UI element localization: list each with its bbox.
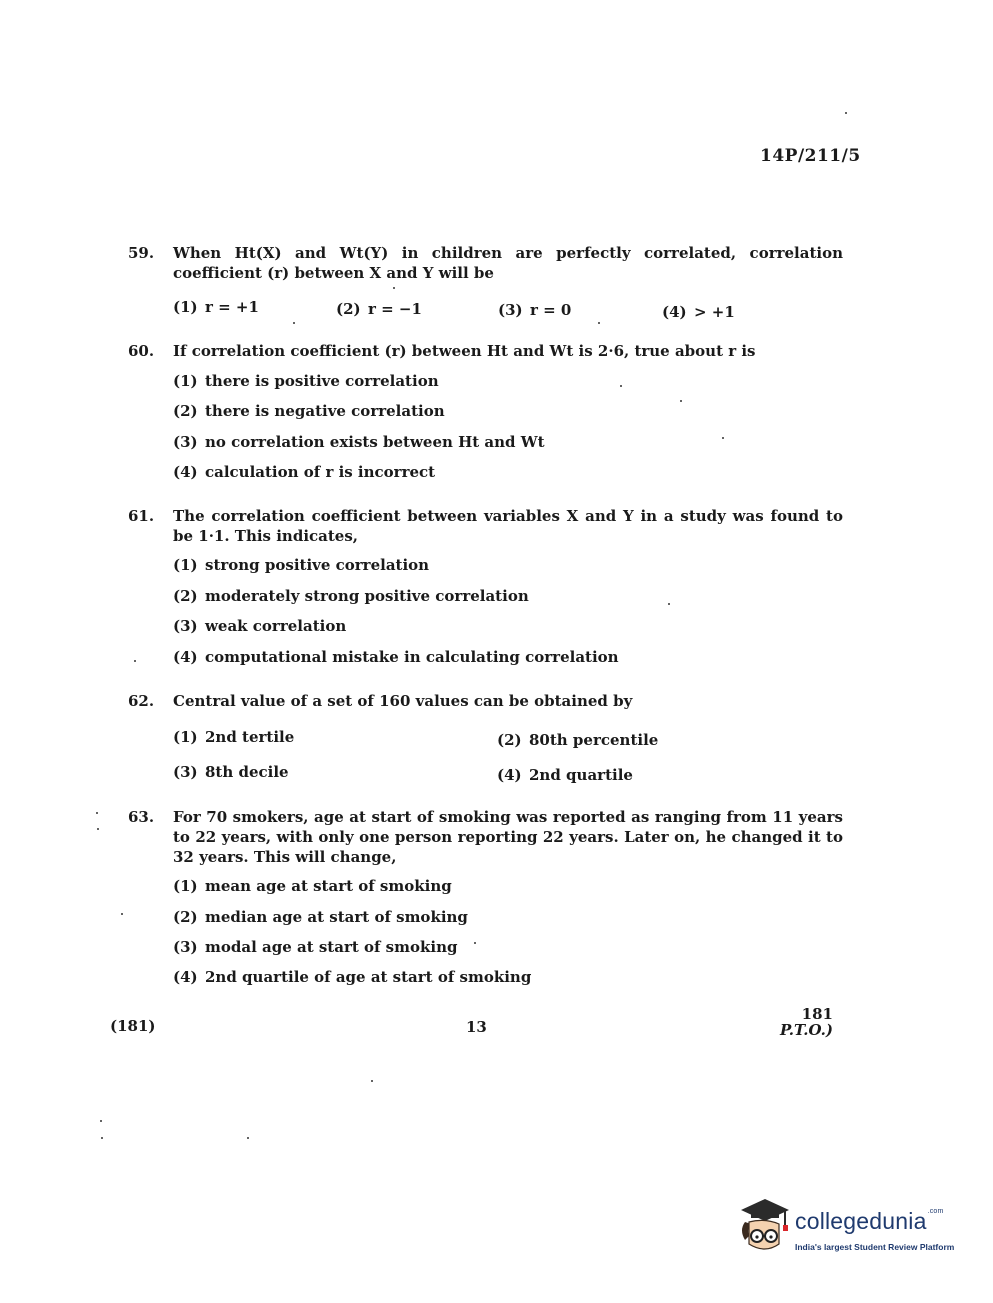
option-63-2: (2) median age at start of smoking [173, 908, 468, 926]
footer-code: (181) [110, 1017, 156, 1035]
option-60-3: (3) no correlation exists between Ht and Wt [173, 433, 545, 451]
option-61-1: (1) strong positive correlation [173, 556, 430, 574]
option-62-1: (1) 2nd tertile [173, 728, 295, 746]
option-59-4: (4) > +1 [662, 303, 735, 321]
question-text: For 70 smokers, age at start of smoking was reported as ranging from 11 years to 22 years, with only one person reporting 22 years. Later on, he changed it to 32 years. This will change, [173, 808, 843, 866]
option-62-4: (4) 2nd quartile [497, 766, 633, 784]
paper-code: 14P/211/5 [760, 146, 861, 166]
collegedunia-logo [735, 1196, 965, 1266]
option-59-3: (3) r = 0 [498, 301, 572, 319]
question-text: When Ht(X) and Wt(Y) in children are perfectly correlated, correlation coefficient (r) between X and Y will be [173, 244, 843, 282]
question-text: If correlation coefficient (r) between Ht and Wt is 2·6, true about r is [173, 342, 756, 360]
option-59-1: (1) r = +1 [173, 298, 259, 316]
question-63 [128, 807, 843, 867]
option-62-2: (2) 80th percentile [497, 731, 659, 749]
question-59 [128, 243, 843, 283]
option-61-2: (2) moderately strong positive correlation [173, 587, 529, 605]
option-63-4: (4) 2nd quartile of age at start of smoking [173, 968, 532, 986]
option-60-1: (1) there is positive correlation [173, 372, 439, 390]
pto-text: P.T.O.) [780, 1021, 833, 1039]
option-60-4: (4) calculation of r is incorrect [173, 463, 436, 481]
question-text: Central value of a set of 160 values can be obtained by [173, 692, 633, 710]
option-61-4: (4) computational mistake in calculating correlation [173, 648, 619, 666]
question-number: 63. [128, 808, 155, 826]
mascot-icon [735, 1196, 793, 1258]
pto-code: 181 [801, 1005, 833, 1023]
option-63-1: (1) mean age at start of smoking [173, 877, 452, 895]
option-63-3: (3) modal age at start of smoking [173, 938, 458, 956]
brand-name: collegedunia$^{.com}$ [795, 1208, 944, 1234]
brand-tagline: India's largest Student Review Platform [795, 1242, 955, 1252]
question-number: 61. [128, 507, 155, 525]
option-62-3: (3) 8th decile [173, 763, 289, 781]
option-59-2: (2) r = −1 [336, 300, 422, 318]
question-number: 62. [128, 692, 155, 710]
option-61-3: (3) weak correlation [173, 617, 347, 635]
question-number: 59. [128, 244, 155, 262]
option-60-2: (2) there is negative correlation [173, 402, 445, 420]
question-60 [128, 341, 843, 361]
page-number: 13 [466, 1018, 487, 1036]
pto-mark [780, 1006, 833, 1038]
question-62 [128, 691, 843, 711]
question-text: The correlation coefficient between variables X and Y in a study was found to be 1·1. This indicates, [173, 507, 843, 545]
question-number: 60. [128, 342, 155, 360]
question-61 [128, 506, 843, 546]
